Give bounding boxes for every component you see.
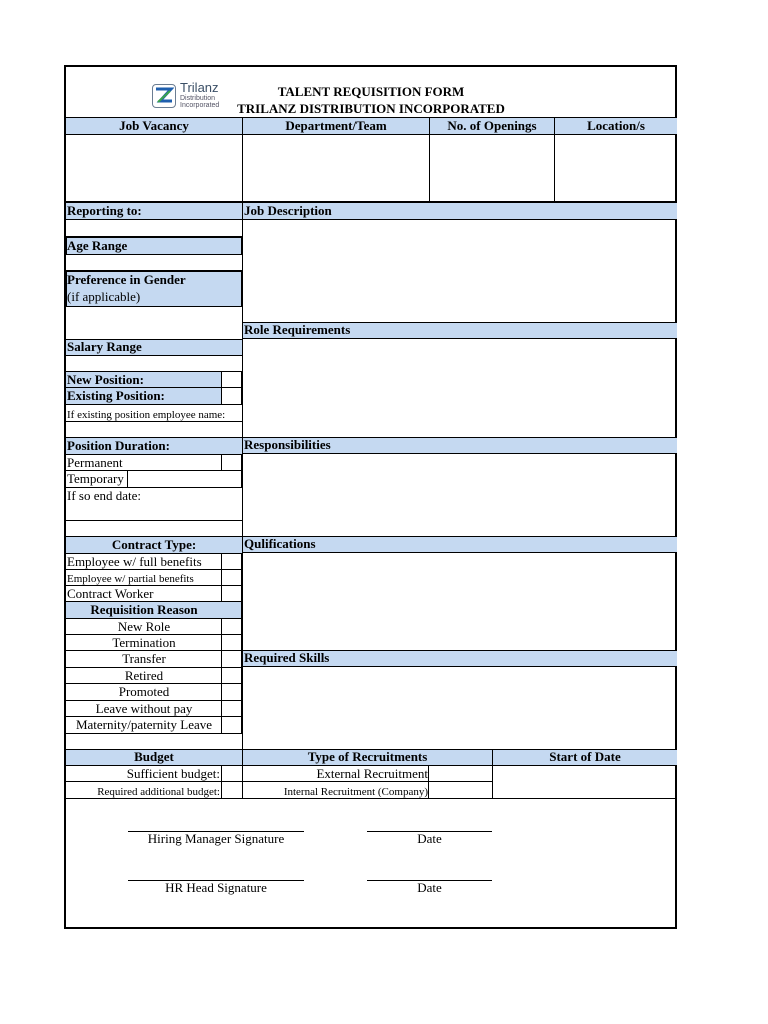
locations-field[interactable] bbox=[555, 135, 677, 201]
logo-mark-icon bbox=[152, 84, 176, 108]
role-requirements-field[interactable] bbox=[243, 339, 677, 438]
existing-employee-field[interactable] bbox=[66, 421, 242, 438]
existing-position-checkbox[interactable] bbox=[222, 388, 242, 405]
responsibilities-label: Responsibilities bbox=[244, 437, 331, 452]
additional-budget-label: Required additional budget: bbox=[97, 786, 220, 798]
qualifications-field[interactable] bbox=[243, 553, 677, 651]
section-divider bbox=[66, 798, 677, 799]
reason-checkbox[interactable] bbox=[222, 684, 242, 701]
required-skills-field[interactable] bbox=[243, 667, 677, 750]
reason-transfer: Transfer bbox=[122, 651, 166, 666]
job-description-field[interactable] bbox=[243, 220, 677, 322]
job-vacancy-field[interactable] bbox=[66, 135, 242, 201]
gender-field[interactable] bbox=[66, 307, 242, 339]
salary-range-field[interactable] bbox=[66, 356, 242, 372]
type-recruitments-header: Type of Recruitments bbox=[307, 749, 428, 764]
job-vacancy-header: Job Vacancy bbox=[119, 118, 189, 133]
department-field[interactable] bbox=[243, 135, 429, 201]
contract-partial-checkbox[interactable] bbox=[222, 570, 242, 586]
spacer-row bbox=[66, 734, 242, 750]
reporting-to-label: Reporting to: bbox=[67, 203, 142, 218]
external-recruitment-label: External Recruitment bbox=[316, 766, 428, 781]
responsibilities-field[interactable] bbox=[243, 454, 677, 537]
logo-name: Trilanz bbox=[180, 80, 219, 95]
hr-head-signature-label: HR Head Signature bbox=[165, 880, 267, 895]
start-date-field[interactable] bbox=[493, 766, 677, 799]
sufficient-budget-label: Sufficient budget: bbox=[126, 766, 220, 781]
reason-checkbox[interactable] bbox=[222, 651, 242, 668]
contract-full-checkbox[interactable] bbox=[222, 554, 242, 570]
company-title: TRILANZ DISTRIBUTION INCORPORATED bbox=[237, 101, 505, 116]
new-position-checkbox[interactable] bbox=[222, 372, 242, 388]
qualifications-label: Qulifications bbox=[244, 536, 316, 551]
external-recruitment-checkbox[interactable] bbox=[429, 766, 492, 782]
end-date-field[interactable] bbox=[66, 520, 242, 537]
internal-recruitment-checkbox[interactable] bbox=[429, 782, 492, 799]
contract-type-label: Contract Type: bbox=[111, 537, 197, 552]
openings-header: No. of Openings bbox=[447, 118, 537, 133]
permanent-label: Permanent bbox=[67, 455, 123, 470]
contract-option-full: Employee w/ full benefits bbox=[67, 554, 202, 569]
form-title: TALENT REQUISITION FORM bbox=[277, 84, 465, 99]
reason-checkbox[interactable] bbox=[222, 668, 242, 684]
internal-recruitment-label: Internal Recruitment (Company) bbox=[283, 786, 428, 798]
age-range-field[interactable] bbox=[66, 255, 242, 271]
talent-requisition-form bbox=[64, 65, 677, 929]
reason-new-role: New Role bbox=[117, 619, 171, 634]
role-requirements-label: Role Requirements bbox=[244, 322, 351, 337]
reporting-to-field[interactable] bbox=[66, 220, 242, 237]
reason-leave: Leave without pay bbox=[95, 701, 193, 716]
reason-retired: Retired bbox=[124, 668, 164, 683]
start-date-header: Start of Date bbox=[549, 749, 621, 764]
reason-checkbox[interactable] bbox=[222, 701, 242, 717]
end-date-label: If so end date: bbox=[67, 488, 142, 503]
required-skills-label: Required Skills bbox=[244, 650, 330, 665]
job-description-label: Job Description bbox=[244, 203, 332, 218]
age-range-label: Age Range bbox=[67, 238, 128, 253]
sufficient-budget-checkbox[interactable] bbox=[222, 766, 242, 782]
logo-sub-1: Distribution bbox=[180, 95, 216, 102]
trilanz-logo bbox=[152, 82, 222, 110]
additional-budget-checkbox[interactable] bbox=[222, 782, 242, 799]
budget-header: Budget bbox=[134, 749, 174, 764]
position-duration-label: Position Duration: bbox=[67, 438, 170, 453]
reason-promoted: Promoted bbox=[118, 684, 170, 699]
gender-label: Preference in Gender bbox=[67, 272, 186, 287]
hiring-date-label: Date bbox=[417, 831, 442, 846]
reason-maternity: Maternity/paternity Leave bbox=[75, 717, 213, 732]
openings-field[interactable] bbox=[430, 135, 554, 201]
reason-termination: Termination bbox=[112, 635, 176, 650]
locations-header: Location/s bbox=[587, 118, 645, 133]
permanent-checkbox[interactable] bbox=[222, 455, 242, 471]
existing-employee-label: If existing position employee name: bbox=[67, 409, 226, 421]
hr-date-label: Date bbox=[417, 880, 442, 895]
reason-checkbox[interactable] bbox=[222, 717, 242, 734]
contract-option-worker: Contract Worker bbox=[67, 586, 154, 601]
temporary-label: Temporary bbox=[67, 471, 124, 486]
temporary-checkbox[interactable] bbox=[128, 471, 242, 488]
logo-sub-2: Incorporated bbox=[180, 102, 220, 109]
contract-option-partial: Employee w/ partial benefits bbox=[67, 573, 194, 585]
salary-range-label: Salary Range bbox=[67, 339, 142, 354]
requisition-reason-label: Requisition Reason bbox=[90, 602, 198, 617]
existing-position-label: Existing Position: bbox=[67, 388, 165, 403]
reason-checkbox[interactable] bbox=[222, 619, 242, 635]
reason-checkbox[interactable] bbox=[222, 635, 242, 651]
department-header: Department/Team bbox=[285, 118, 387, 133]
gender-note: (if applicable) bbox=[67, 289, 141, 304]
new-position-label: New Position: bbox=[67, 372, 144, 387]
hiring-manager-signature-label: Hiring Manager Signature bbox=[147, 831, 285, 846]
contract-worker-checkbox[interactable] bbox=[222, 586, 242, 602]
